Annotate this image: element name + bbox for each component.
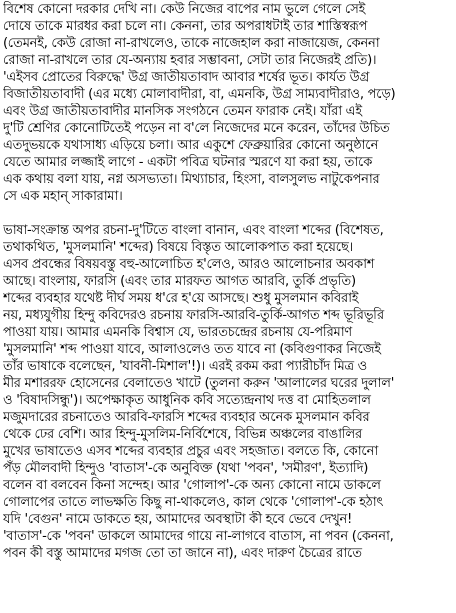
text-line: থেকে ঢের বেশি। আর হিন্দু-মুসলিম-নির্বিশেষে, বিভিন্ন অঞ্চলের বাঙালির — [3, 427, 362, 442]
text-line: বলেন বা বলবেন কিনা সন্দেহ। আর 'গোলাপ'-কে অন্য কোনো নামে ডাকলে — [3, 478, 381, 493]
text-line: রোজা না-রাখলে তার যে-অন্যায় হবার সম্ভাবনা, সেটা তার নিজেরই প্রতি)। — [3, 53, 377, 68]
text-line: শব্দের ব্যবহার যথেষ্ট দীর্ঘ সময় ধ'রে হ'য়ে আসছে। শুধু মুসলমান কবিরাই — [3, 291, 359, 306]
paragraph-2 — [3, 222, 453, 562]
text-line: নয়, মধ্যযুগীয় হিন্দু কবিদেরও রচনায় ফারসি-আরবি-তুর্কি-আগত শব্দ ভূরিভূরি — [3, 308, 384, 323]
paragraph-gap — [3, 205, 453, 222]
text-line: 'বাতাস'-কে 'পবন' ডাকলে আমাদের গায়ে না-লাগবে বাতাস, না পবন (কেননা, — [3, 529, 394, 544]
text-line: যেতে আমার লজ্জাই লাগে - একটা পবিত্র ঘটনার স্মরণে যা করা হয়, তাকে — [3, 155, 373, 170]
text-line: মীর মশাররফ হোসেনের বেলাতেও খাটে (তুলনা করুন 'আলালের ঘরের দুলাল' — [3, 376, 394, 391]
text-line: আছে। বাংলায়, ফারসি (এবং তার মারফত আগত আরবি, তুর্কি প্রভৃতি) — [3, 274, 356, 289]
text-line: দোষে তাকে মারধর করা চলে না। কেননা, তার অপরাধটাই তার শাস্তিস্বরূপ — [3, 19, 368, 34]
text-line: যদি 'বেগুন' নামে ডাকতে হয়, আমাদের অবস্থাটা কী হবে ভেবে দেখুন! — [3, 512, 352, 527]
text-line: (তেমনই, কেউ রোজা না-রাখলেও, তাকে নাজেহাল করা নাজায়েজ, কেননা — [3, 36, 380, 51]
text-line: পঁড় মৌলবাদী হিন্দুও 'বাতাস'-কে অনুবিক্ত (যথা 'পবন', 'সমীরণ', ইত্যাদি) — [3, 461, 369, 476]
text-line: পাওয়া যায়। আমার এমনকি বিশ্বাস যে, ভারতচন্দ্রের রচনায় যে-পরিমাণ — [3, 325, 352, 340]
text-line: 'এইসব প্রোতের বিরুদ্ধে' উগ্র জাতীয়তাবাদ আবার শর্ষের ভূত। কার্যত উগ্র — [3, 70, 370, 85]
text-line: বিশেষ কোনো দরকার দেখি না। কেউ নিজের বাপের নাম ভুলে গেলে সেই — [3, 2, 366, 17]
text-line: সে এক মহান্ সাকারামা। — [3, 189, 123, 204]
text-line: এবং উগ্র জাতীয়তাবাদীর মানসিক সংগঠনে তেমন ফারাক নেই। যাঁরা এই — [3, 104, 362, 119]
text-line: এতদুভয়কে যথাসাধ্য এড়িয়ে চলা। আর একুশে ফেব্রুয়ারির কোনো অনুষ্ঠানে — [3, 138, 379, 153]
text-line: মজুমদারের রচনাতেও আরবি-ফারসি শব্দের ব্যবহার অনেক মুসলমান কবির — [3, 410, 370, 425]
text-line: ভাষা-সংক্রান্ত অপর রচনা-দু'টিতে বাংলা বানান, এবং বাংলা শব্দের (বিশেষত, — [3, 223, 384, 238]
text-line: দু'টি শ্রেণির কোনোটিতেই পড়েন না ব'লে নিজেদের মনে করেন, তাঁদের উচিত — [3, 121, 390, 136]
text-line: মুখের ভাষাতেও এসব শব্দের ব্যবহার প্রচুর এবং সহজাত। বলতে কি, কোনো — [3, 444, 378, 459]
text-line: এসব প্রবন্ধের বিষয়বস্তু বহু-আলোচিত হ'লেও, আরও আলোচনার অবকাশ — [3, 257, 375, 272]
text-line: এক কথায় বলা যায়, নগ্ন অসভ্যতা। মিথ্যাচার, হিংসা, বালসুলভ নাটুকেপনার — [3, 172, 380, 187]
text-line: পবন কী বস্তু আমাদের মগজ তো তা জানে না), এবং দারুণ চৈত্রের রাতে — [3, 546, 362, 561]
text-line: ও 'বিষাদসিন্ধু')। অপেক্ষাকৃত আধুনিক কবি সত্যেন্দ্রনাথ দত্ত বা মোহিতলাল — [3, 393, 371, 408]
text-line: গোলাপের তাতে লাভক্ষতি কিছু না-থাকলেও, কাল থেকে 'গোলাপ'-কে হঠাৎ — [3, 495, 384, 510]
paragraph-1 — [3, 1, 453, 205]
text-line: বিজাতীয়তাবাদী (এর মধ্যে মোলাবাদীরা, বা, এমনকি, উগ্র সাম্যবাদীরাও, পড়ে) — [3, 87, 396, 102]
text-line: তথাকথিত, 'মুসলমানি' শব্দের) বিষয়ে বিস্তৃত আলোকপাত করা হয়েছে। — [3, 240, 354, 255]
text-line: তাঁর ভাষাকে বলেছেন, 'যাবনী-মিশাল'!)। এরই রকম করা প্যারীচাঁদ মিত্র ও — [3, 359, 368, 374]
text-line: 'মুসলমানি' শব্দ পাওয়া যাবে, আলাওলেও তত যাবে না (কবিগুণাকর নিজেই — [3, 342, 381, 357]
